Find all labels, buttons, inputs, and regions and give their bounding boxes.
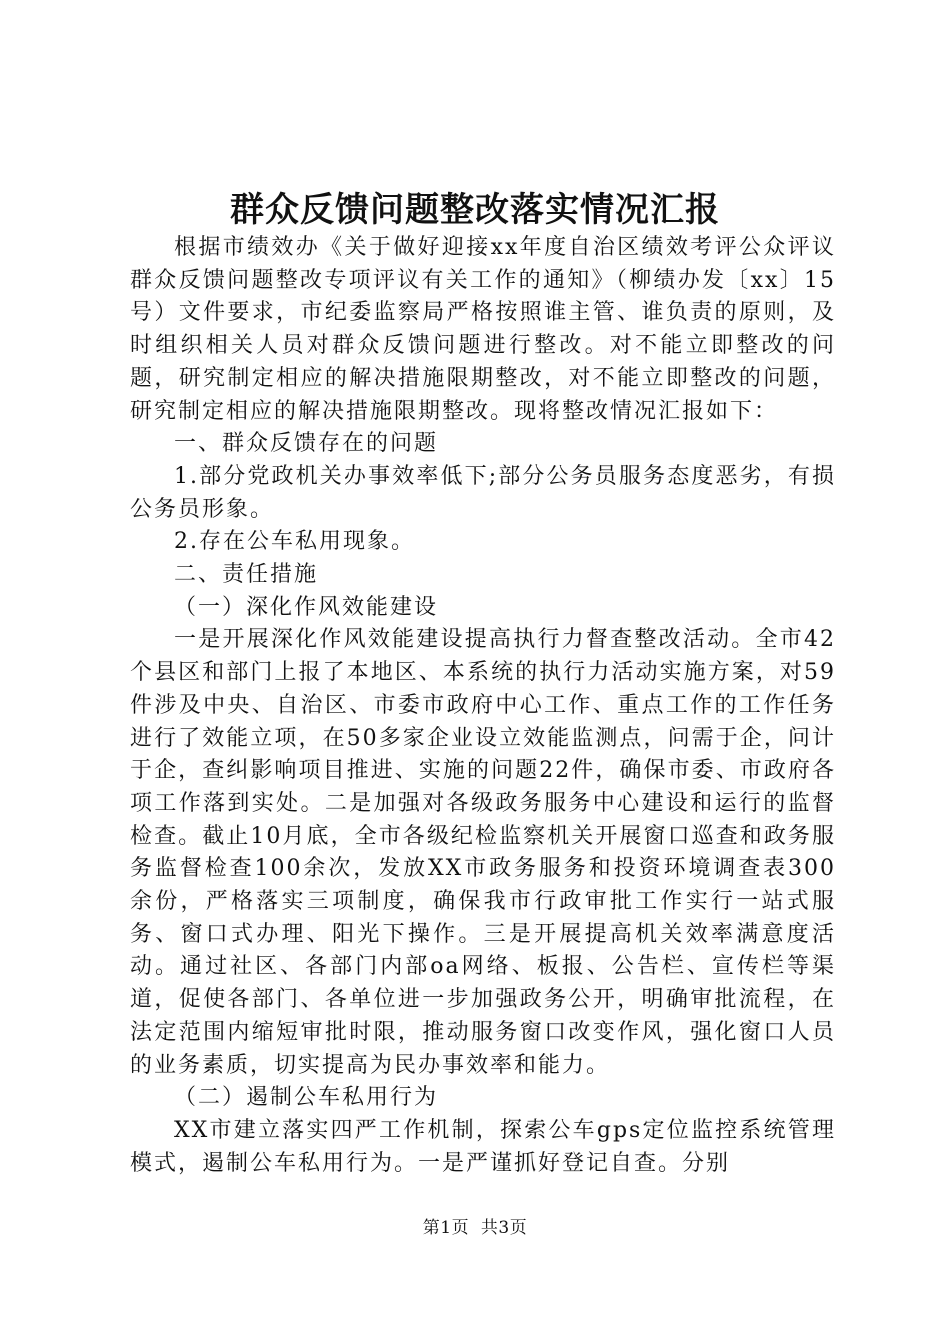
page-number: 第1页 xyxy=(422,1218,470,1238)
heading-section-2: 二、责任措施 xyxy=(174,562,319,588)
subheading-2: （二）遏制公车私用行为 xyxy=(174,1085,439,1111)
document-body xyxy=(130,232,836,1180)
paragraph-efficiency: 一是开展深化作风效能建设提高执行力督查整改活动。全市42个县区和部门上报了本地区、本系统的执行力活动实施方案，对59件涉及中央、自治区、市委市政府中心工作、重点工作的工作任务进行了效能立项，在50多家企业设立效能监测点，问需于企，问计于企，查纠影响项目推进、实施的问题22件，确保市委、市政府各项工作落到实处。二是加强对各级政务服务中心建设和运行的监督检查。截止10月底，全市各级纪检监察机关开展窗口巡查和政务服务监督检查100余次，发放XX市政务服务和投资环境调查表300余份，严格落实三项制度，确保我市行政审批工作实行一站式服务、窗口式办理、阳光下操作。三是开展提高机关效率满意度活动。通过社区、各部门内部oa网络、板报、公告栏、宣传栏等渠道，促使各部门、各单位进一步加强政务公开，明确审批流程，在法定范围内缩短审批时限，推动服务窗口改变作风，强化窗口人员的业务素质，切实提高为民办事效率和能力。 xyxy=(130,627,836,1078)
paragraph-vehicle: XX市建立落实四严工作机制，探索公车gps定位监控系统管理模式，遏制公车私用行为。一是严谨抓好登记自查。分别 xyxy=(130,1117,836,1176)
heading-section-1: 一、群众反馈存在的问题 xyxy=(174,431,439,457)
page-total: 共3页 xyxy=(480,1218,528,1238)
document-title: 群众反馈问题整改落实情况汇报 xyxy=(230,190,720,230)
footer-spacer xyxy=(469,1218,481,1238)
paragraph-intro: 根据市绩效办《关于做好迎接xx年度自治区绩效考评公众评议群众反馈问题整改专项评议有关工作的通知》（柳绩办发〔xx〕15号）文件要求，市纪委监察局严格按照谁主管、谁负责的原则，及时组织相关人员对群众反馈问题进行整改。对不能立即整改的问题，研究制定相应的解决措施限期整改，对不能立即整改的问题，研究制定相应的解决措施限期整改。现将整改情况汇报如下： xyxy=(130,235,836,424)
subheading-1: （一）深化作风效能建设 xyxy=(174,594,439,620)
list-item-1: 1.部分党政机关办事效率低下;部分公务员服务态度恶劣，有损公务员形象。 xyxy=(130,463,836,522)
list-item-2: 2.存在公车私用现象。 xyxy=(174,529,415,555)
page-footer xyxy=(0,1216,950,1240)
